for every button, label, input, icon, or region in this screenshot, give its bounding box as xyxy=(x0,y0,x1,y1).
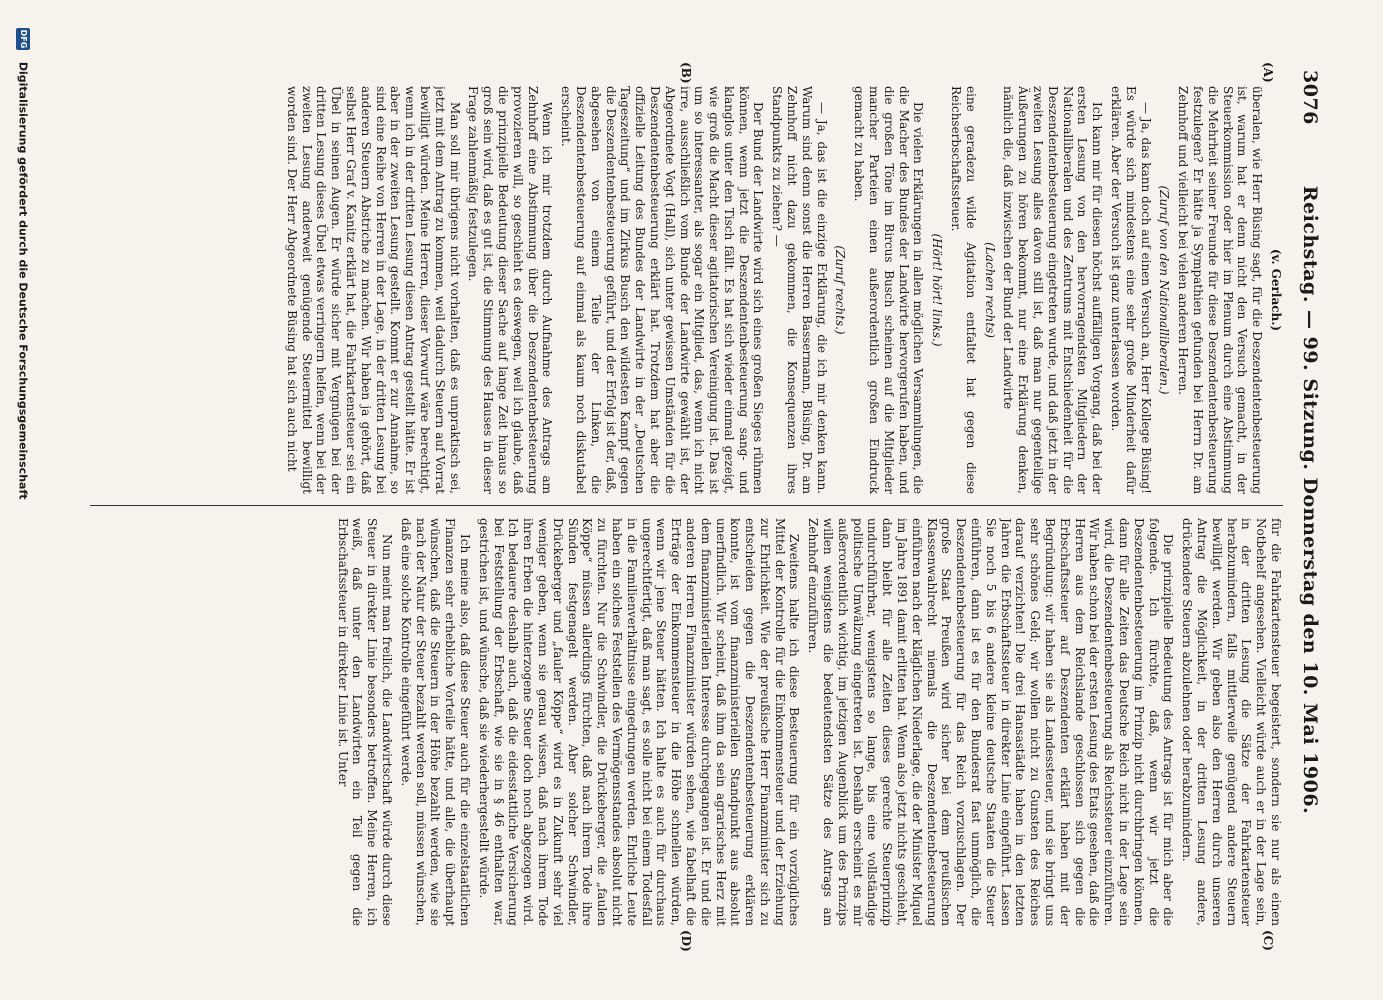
paragraph: für die Fahrkartensteuer begeistert, sondern sie nur als einen Notbehelf angesehen. Vielleicht würde auch er in der Lage sein, in der dritten Lesung die Sätze der Fahrkartensteuer herabzumindern, falls mittlerweile genügend andere Steuern bewilligt werden. Wir geben also den Herren durch unseren Antrag die Möglichkeit, in der dritten Lesung andere, drückendere Steuern abzulehnen oder herabzumindern. xyxy=(1180,518,1283,926)
stage-direction: (Lachen rechts) xyxy=(982,242,997,338)
margin-mark-a: (A) xyxy=(1261,62,1275,83)
stage-direction: (Zuruf von den Nationalliberalen.) xyxy=(1157,185,1172,395)
margin-mark-c: (C) xyxy=(1261,930,1275,951)
paragraph: Wenn ich mir trotzdem durch Aufnahme des Antrags am Zehnhoff eine Abstimmung über die Deszendentenbesteuerung provozieren will, so geschieht es deswegen, weil ich glaube, daß die prinzipielle Bedeutung dieser Sache auf lange Zeit hinaus so groß sein wird, daß es gut ist, die Stimmung des Hauses in dieser Frage zahlenmäßig festzulegen. xyxy=(466,86,555,494)
page-number: 3076 xyxy=(1299,70,1321,125)
paragraph: Ich kann mir für diesen höchst auffälligen Vorgang, daß bei der ersten Lesung von den hervorragendsten Mitgliedern der Nationalliberalen und des Zentrums mit Entschiedenheit für die Deszendentenbesteuerung eingetreten wurde, und daß jetzt in der zweiten Lesung alles davon still ist, daß man nur gegenteilige Äußerungen zu hören bekommt, nur eine Erklärung denken, nämlich die, daß inzwischen der Bund der Landwirte xyxy=(1001,86,1105,494)
running-title: Reichstag. — 99. Sitzung. Donnerstag den 10. Mai 1906. xyxy=(1299,185,1321,815)
credit-text: Digitalisierung gefördert durch die Deutsche Forschungsgemeinschaft xyxy=(16,61,30,500)
paragraph: — Ja, das kann doch auf einen Versuch an, Herr Kollege Büsing! Es würde sich mindestens eine sehr große Minderheit dafür erklären. Aber der Versuch ist ganz unterlassen worden. xyxy=(1109,86,1153,494)
stage-direction: (Hört! hört! links.) xyxy=(930,233,945,347)
stage-direction: (Zuruf rechts.) xyxy=(833,245,848,335)
paragraph: Nun meint man freilich, die Landwirtschaft würde durch diese Steuer in direkter Linie besonders betroffen. Meine Herren, ich weiß, daß unter den Landwirten ein Teil gegen die Erbschaftssteuer in direkter Linie ist. Unter xyxy=(335,518,394,926)
paragraph: eine geradezu wilde Agitation entfaltet hat gegen diese Reichserbschaftssteuer. xyxy=(949,86,978,494)
digitization-credit xyxy=(8,28,30,972)
left-text-column xyxy=(90,86,1283,494)
paragraph: Die prinzipielle Bedeutung des Antrags ist für mich aber die folgende. Ich fürchte, daß, wenn wir jetzt die Deszendentenbesteuerung im Prinzip nicht durchbringen können, dann für alle Zeiten das Deutsche Reich nicht in der Lage sein wird, die Deszendentenbesteuerung als Reichssteuer einzuführen. Wir haben schon bei der ersten Lesung des Etats gesehen, daß die Herren aus dem Reichslande geschlossen sich gegen die Erbschaftssteuer auf Deszendenten erklärt haben mit der Begründung: wir haben sie als Landessteuer, und sie bringt uns sehr schönes Geld; wir wollen nicht zu Gunsten des Reiches darauf verzichten! Die drei Hansastädte haben in den letzten Jahren die Erbschaftssteuer in direkter Linie eingeführt. Lassen Sie noch 5 bis 6 andere kleine deutsche Staaten die Steuer einführen, dann ist es für den Bundesrat fast unmöglich, die Deszendentenbesteuerung für das Reich vorzuschlagen. Der große Staat Preußen wird sicher bei dem preußischen Klassenwahlrecht niemals die Deszendentenbesteuerung einführen nach der kläglichen Niederlage, die der Minister Miquel im Jahre 1891 damit erlitten hat. Wenn also jetzt nichts geschieht, dann bleibt für alle Zeiten dieses gerechte Steuerprinzip undurchführbar, wenigstens so lange, bis eine vollständige politische Umwälzung eingetreten ist. Deshalb erscheint es mir außerordentlich wichtig, im jetzigen Augenblick um des Prinzips willen wenigstens die bedeutendsten Sätze des Antrags am Zehnhoff einzuführen. xyxy=(806,518,1176,926)
paragraph: Die vielen Erklärungen in allen möglichen Versammlungen, die die Macher des Bundes der Landwirte hervorgerufen haben, und die großen Töne im Bircus Busch scheinen auf die Mitglieder mancher Parteien einen außerordentlich großen Eindruck gemacht zu haben. xyxy=(852,86,926,494)
dfg-logo-icon: DFG xyxy=(16,28,30,50)
paragraph: Der Bund der Landwirte wird sich eines großen Sieges rühmen können, wenn jetzt die Deszendentenbesteuerung sang- und klanglos unter den Tisch fällt. Es hat sich wieder einmal gezeigt, wie groß die Macht dieser agitatorischen Vereinigung ist. Das ist um so interessanter, als sogar ein Mitglied, das, wenn ich nicht irre, ausschließlich vom Bunde der Landwirte gewählt ist, der Abgeordnete Vogt (Hall), sich unter gewissen Umständen für die Deszendentenbesteuerung erklärt hat. Trotzdem hat aber die offizielle Leitung des Bundes der Landwirte in der „Deutschen Tageszeitung“ und im Zirkus Busch den wildesten Kampf gegen die Deszendentenbesteuerung geführt, und der Erfolg ist der, daß, abgesehen von einem Teile der Linken, die Deszendentenbesteuerung auf einmal als kaum noch diskutabel erscheint. xyxy=(559,86,766,494)
paragraph: überalen, wie Herr Büsing sagt, für die Deszendentenbesteuerung ist, warum hat er denn nicht den Versuch gemacht, in der Steuerkommission oder hier im Plenum durch eine Abstimmung die Mehrheit seiner Freunde für diese Deszendentenbesteuerung festzulegen? Er hätte ja Sympathien gefunden bei Herrn Dr. am Zehnhoff und vielleicht bei vielen anderen Herren. xyxy=(1176,86,1265,494)
paragraph: Man soll mir übrigens nicht vorhalten, daß es unpraktisch sei, jetzt mit dem Antrag zu kommen, weil dadurch Steuern auf Vorrat bewilligt würden. Meine Herren, dieser Vorwurf wäre berechtigt, wenn ich in der dritten Lesung diesen Antrag gestellt hätte. Er ist aber in der zweiten Lesung gestellt. Kommt er zur Annahme, so sind eine Reihe von Herren in der Lage, in der dritten Lesung bei anderen Steuern Abstriche zu machen. Wir haben ja gehört, daß selbst Herr Graf v. Kanitz erklärt hat, die Fahrkartensteuer sei ein Übel in seinen Augen. Er würde sicher mit Vergnügen bei der dritten Lesung dieses Übel etwas verringern helfen, wenn bei der zweiten Lesung anderweit genügende Steuermittel bewilligt worden sind. Der Herr Abgeordnete Büsing hat sich auch nicht xyxy=(284,86,462,494)
paragraph: Zweitens halte ich diese Besteuerung für ein vorzügliches Mittel der Kontrolle für die Einkommensteuer und der Erziehung zur Ehrlichkeit. Wie der preußische Herr Finanzminister sich zu entscheiden gegen die Deszendentenbesteuerung erklären konnte, ist vom finanzministeriellen Standpunkt aus absolut unerfindlich. Wir scheint, daß ihm da sein agrarisches Herz mit dem finanzministeriellen Interesse durchgegangen ist. Er und die anderen Herren Finanzminister würden sehen, wie fabelhaft die Erträge der Einkommensteuer in die Höhe schnellen würden, wenn wir jene Steuer hätten. Ich halte es auch für durchaus ungerechtfertigt, daß man sagt, es solle nicht bei einem Todesfall in die Familienverhältnisse eingedrungen werden. Ehrliche Leute haben ein solches Feststellen des Vermögensstandes absolut nicht zu fürchten. Nur die Schwindler, die Drückeberger, die „faulen Köppe“ müssen allerdings fürchten, daß nach ihrem Tode ihre Sünden festgenagelt werden. Aber solcher Schwindler, Drückeberger und „fauler Köppe“ wird es in Zukunft sehr viel weniger geben, wenn sie genau wissen, daß nach ihrem Tode ihren Erben die hinterzogene Steuer doch noch abgezogen wird. Ich bedauere deshalb auch, daß die eidesstattliche Versicherung bei Feststellung der Erbschaft, wie sie in § 46 enthalten war, gestrichen ist, und wünsche, daß sie wiederhergestellt würde. xyxy=(476,518,802,926)
speaker-label: (v. Gerlach.) xyxy=(1269,248,1283,332)
margin-mark-b: (B) xyxy=(679,62,693,84)
column-divider xyxy=(90,505,1283,506)
margin-mark-d: (D) xyxy=(679,930,693,952)
paragraph: — Ja, das ist die einzige Erklärung, die ich mir denken kann. Warum sind denn sonst die Herren Bassermann, Büsing, Dr. am Zehnhoff nicht dazu gekommen, die Konsequenzen ihres Standpunkts zu ziehen? — xyxy=(770,86,829,494)
paragraph: Ich meine also, daß diese Steuer auch für die einzelstaatlichen Finanzen sehr erhebliche Vorteile hätte, und alle, die überhaupt wünschen, daß die Steuern in der Höhe bezahlt werden, wie sie nach der Natur der Steuer bezahlt werden soll, müssen wünschen, daß eine solche Kontrolle eingeführt werde. xyxy=(398,518,472,926)
right-text-column xyxy=(90,518,1283,926)
page-header xyxy=(1293,70,1321,930)
